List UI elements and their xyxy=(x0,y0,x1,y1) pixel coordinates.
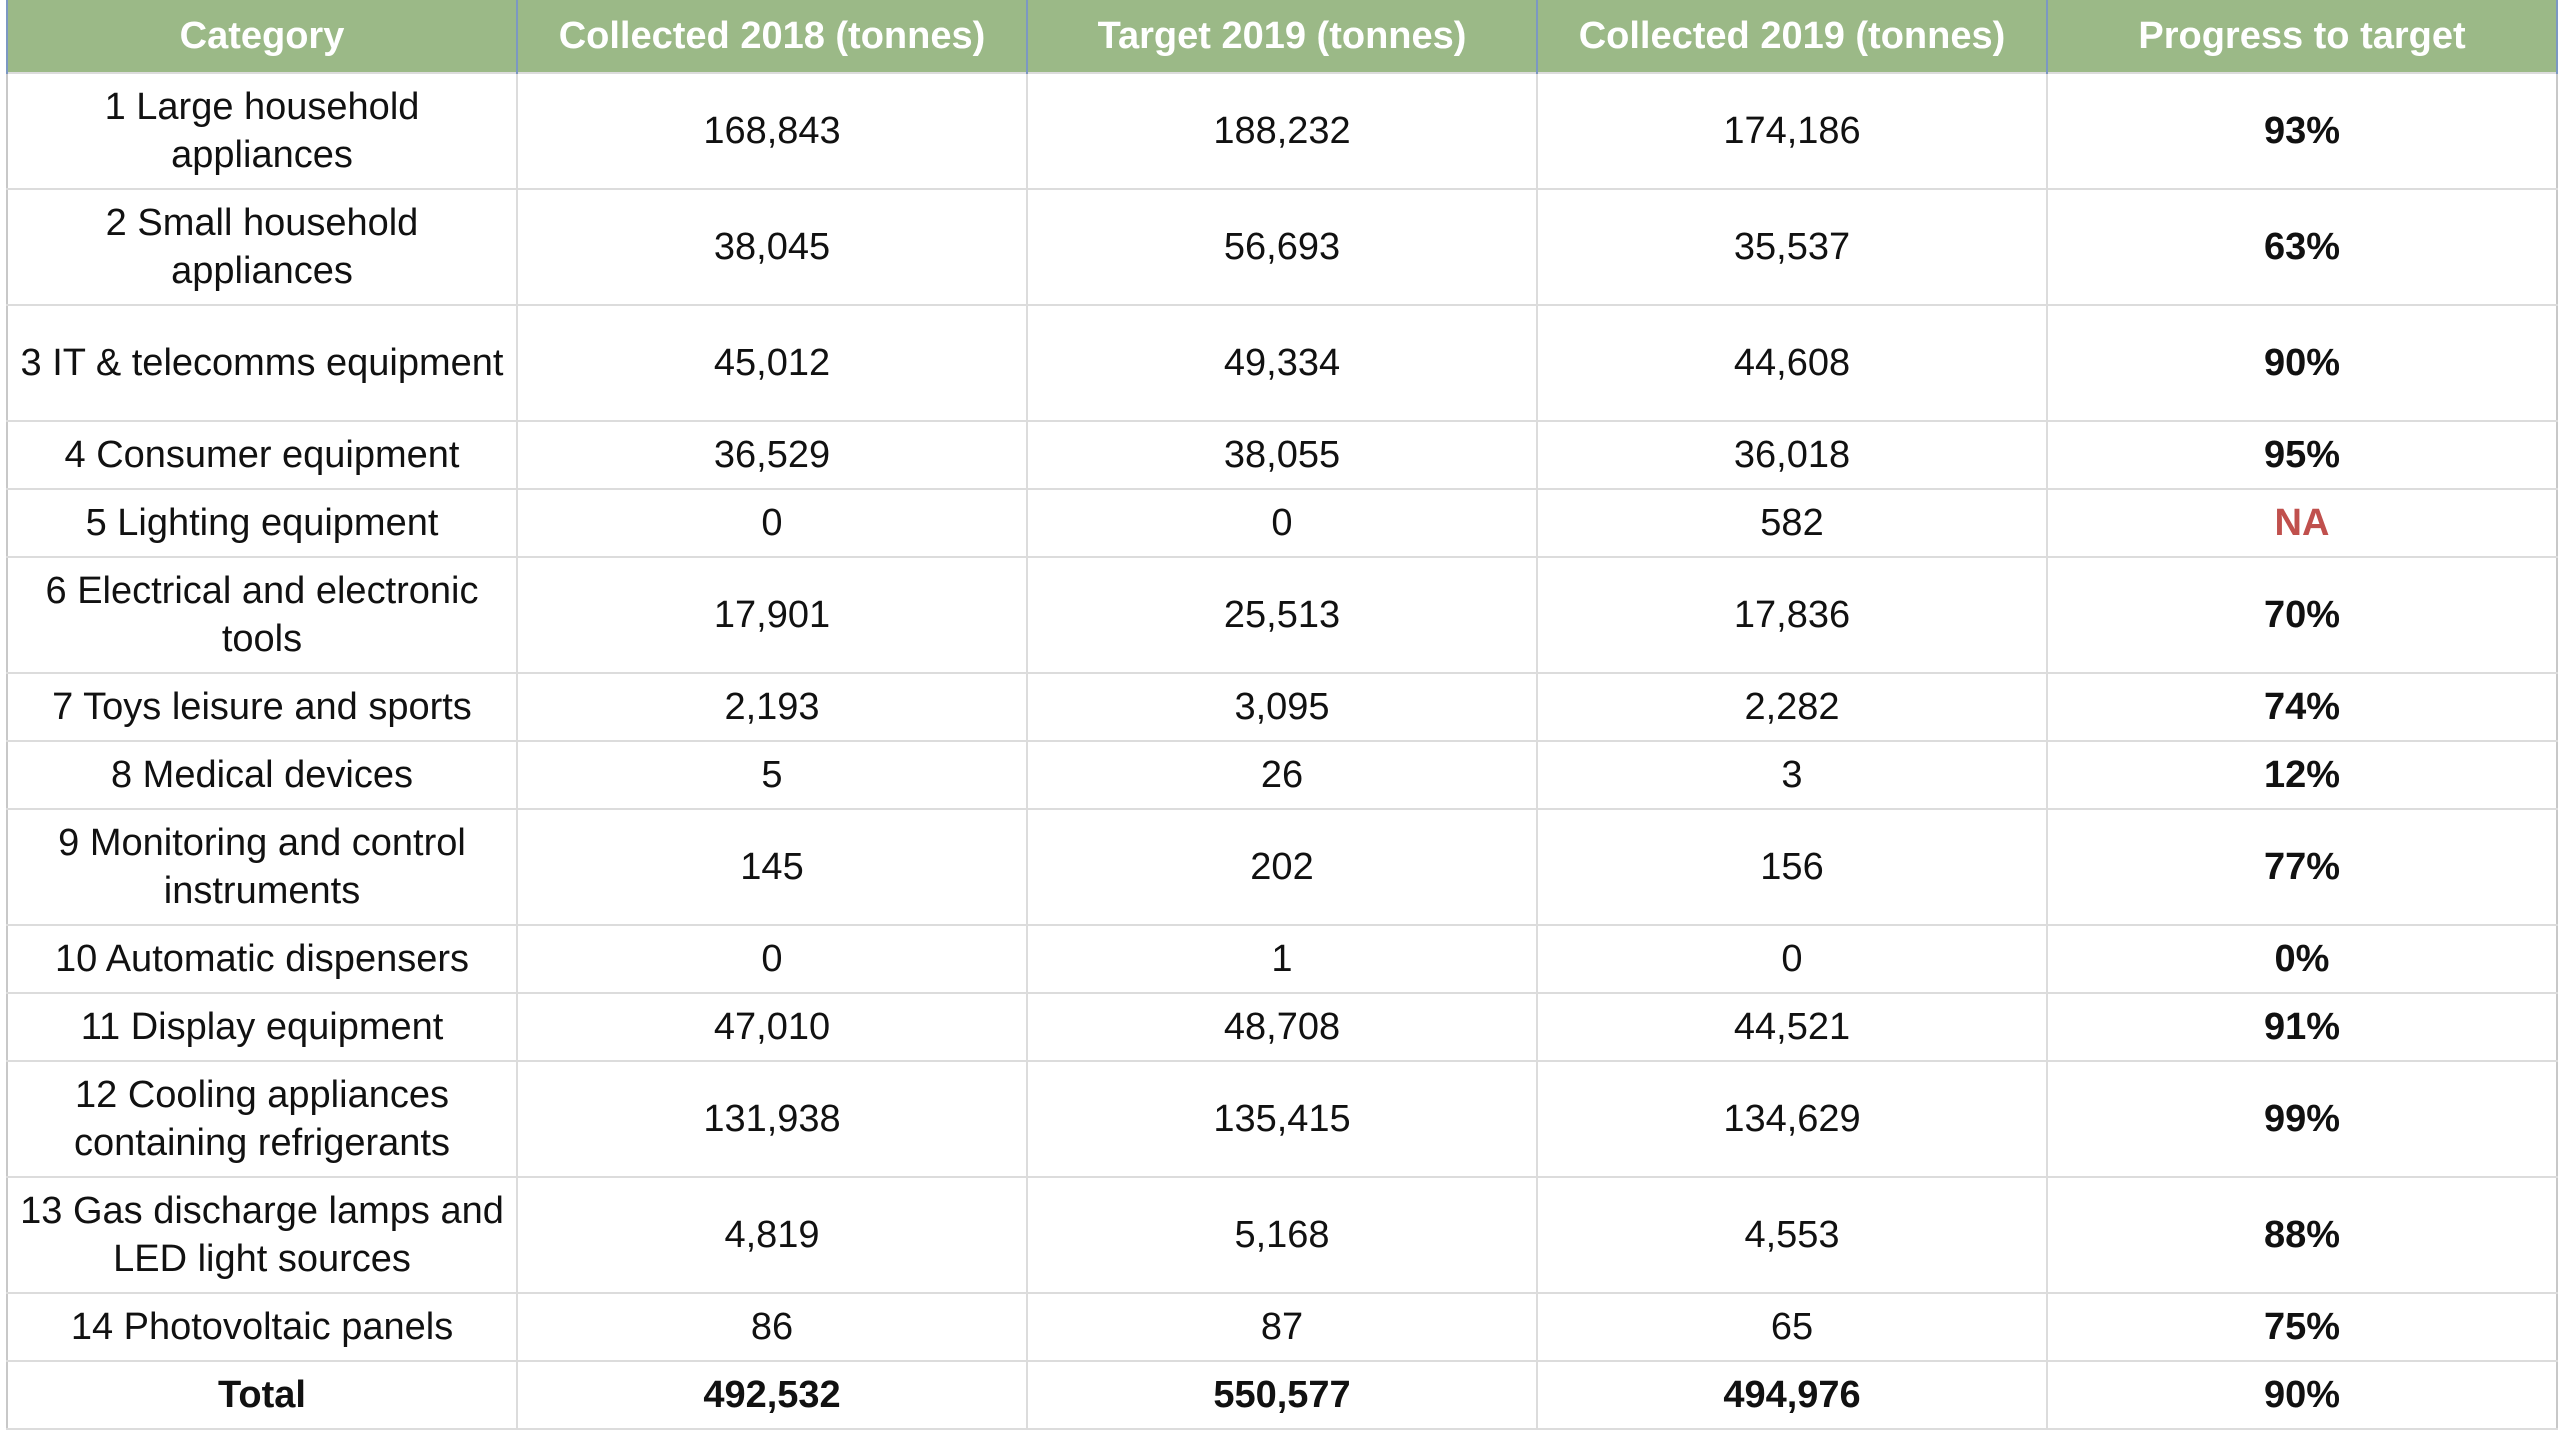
target-2019-cell: 48,708 xyxy=(1027,993,1537,1061)
target-2019-cell: 87 xyxy=(1027,1293,1537,1361)
category-cell: 6 Electrical and electronic tools xyxy=(7,557,517,673)
table-row xyxy=(7,1061,2557,1177)
header-collected-2018: Collected 2018 (tonnes) xyxy=(517,0,1027,73)
table-row xyxy=(7,1177,2557,1293)
category-cell: 9 Monitoring and control instruments xyxy=(7,809,517,925)
header-target-2019: Target 2019 (tonnes) xyxy=(1027,0,1537,73)
collected-2019-cell: 17,836 xyxy=(1537,557,2047,673)
progress-cell: 99% xyxy=(2047,1061,2557,1177)
collected-2018-cell: 145 xyxy=(517,809,1027,925)
collected-2018-cell: 38,045 xyxy=(517,189,1027,305)
progress-cell: 74% xyxy=(2047,673,2557,741)
category-cell: 13 Gas discharge lamps and LED light sources xyxy=(7,1177,517,1293)
progress-cell: 88% xyxy=(2047,1177,2557,1293)
header-collected-2019: Collected 2019 (tonnes) xyxy=(1537,0,2047,73)
target-2019-cell: 135,415 xyxy=(1027,1061,1537,1177)
target-2019-cell: 56,693 xyxy=(1027,189,1537,305)
table-row xyxy=(7,305,2557,421)
table-row xyxy=(7,993,2557,1061)
header-category: Category xyxy=(7,0,517,73)
category-cell: 10 Automatic dispensers xyxy=(7,925,517,993)
table-row xyxy=(7,489,2557,557)
collected-2018-cell: 86 xyxy=(517,1293,1027,1361)
category-cell: 4 Consumer equipment xyxy=(7,421,517,489)
collected-2019-cell: 156 xyxy=(1537,809,2047,925)
total-row xyxy=(7,1361,2557,1429)
category-cell: 2 Small household appliances xyxy=(7,189,517,305)
table-row xyxy=(7,809,2557,925)
collected-2019-cell: 582 xyxy=(1537,489,2047,557)
table-row xyxy=(7,73,2557,189)
table-row xyxy=(7,925,2557,993)
collected-2018-cell: 168,843 xyxy=(517,73,1027,189)
category-cell: 11 Display equipment xyxy=(7,993,517,1061)
header-progress: Progress to target xyxy=(2047,0,2557,73)
total-label-cell: Total xyxy=(7,1361,517,1429)
total-collected-2019-cell: 494,976 xyxy=(1537,1361,2047,1429)
target-2019-cell: 25,513 xyxy=(1027,557,1537,673)
target-2019-cell: 202 xyxy=(1027,809,1537,925)
progress-cell: 93% xyxy=(2047,73,2557,189)
progress-cell: 12% xyxy=(2047,741,2557,809)
collected-2019-cell: 134,629 xyxy=(1537,1061,2047,1177)
category-cell: 14 Photovoltaic panels xyxy=(7,1293,517,1361)
target-2019-cell: 3,095 xyxy=(1027,673,1537,741)
target-2019-cell: 5,168 xyxy=(1027,1177,1537,1293)
header-row xyxy=(7,0,2557,73)
progress-cell: 77% xyxy=(2047,809,2557,925)
progress-cell-na: NA xyxy=(2047,489,2557,557)
category-cell: 5 Lighting equipment xyxy=(7,489,517,557)
collected-2019-cell: 0 xyxy=(1537,925,2047,993)
target-2019-cell: 49,334 xyxy=(1027,305,1537,421)
collected-2019-cell: 44,608 xyxy=(1537,305,2047,421)
total-collected-2018-cell: 492,532 xyxy=(517,1361,1027,1429)
target-2019-cell: 38,055 xyxy=(1027,421,1537,489)
collected-2018-cell: 0 xyxy=(517,925,1027,993)
table-row xyxy=(7,741,2557,809)
collected-2018-cell: 131,938 xyxy=(517,1061,1027,1177)
target-2019-cell: 26 xyxy=(1027,741,1537,809)
collected-2018-cell: 45,012 xyxy=(517,305,1027,421)
target-2019-cell: 0 xyxy=(1027,489,1537,557)
collected-2019-cell: 44,521 xyxy=(1537,993,2047,1061)
target-2019-cell: 188,232 xyxy=(1027,73,1537,189)
collected-2018-cell: 17,901 xyxy=(517,557,1027,673)
category-cell: 7 Toys leisure and sports xyxy=(7,673,517,741)
collected-2018-cell: 36,529 xyxy=(517,421,1027,489)
collected-2018-cell: 0 xyxy=(517,489,1027,557)
progress-cell: 70% xyxy=(2047,557,2557,673)
collected-2018-cell: 5 xyxy=(517,741,1027,809)
collected-2019-cell: 174,186 xyxy=(1537,73,2047,189)
progress-cell: 91% xyxy=(2047,993,2557,1061)
total-target-2019-cell: 550,577 xyxy=(1027,1361,1537,1429)
category-cell: 3 IT & telecomms equipment xyxy=(7,305,517,421)
category-cell: 8 Medical devices xyxy=(7,741,517,809)
collected-2018-cell: 47,010 xyxy=(517,993,1027,1061)
collected-2019-cell: 2,282 xyxy=(1537,673,2047,741)
collected-2019-cell: 65 xyxy=(1537,1293,2047,1361)
collected-2019-cell: 35,537 xyxy=(1537,189,2047,305)
table-header xyxy=(7,0,2557,73)
table-row xyxy=(7,189,2557,305)
progress-cell: 0% xyxy=(2047,925,2557,993)
collected-2019-cell: 4,553 xyxy=(1537,1177,2047,1293)
category-cell: 12 Cooling appliances containing refrigerants xyxy=(7,1061,517,1177)
table-row xyxy=(7,673,2557,741)
progress-cell: 75% xyxy=(2047,1293,2557,1361)
collected-2019-cell: 3 xyxy=(1537,741,2047,809)
category-cell: 1 Large household appliances xyxy=(7,73,517,189)
data-table-container xyxy=(6,0,2556,1430)
table-row xyxy=(7,421,2557,489)
collected-2019-cell: 36,018 xyxy=(1537,421,2047,489)
collected-2018-cell: 4,819 xyxy=(517,1177,1027,1293)
weee-collection-table xyxy=(6,0,2558,1430)
table-body xyxy=(7,73,2557,1429)
total-progress-cell: 90% xyxy=(2047,1361,2557,1429)
target-2019-cell: 1 xyxy=(1027,925,1537,993)
table-row xyxy=(7,557,2557,673)
progress-cell: 63% xyxy=(2047,189,2557,305)
progress-cell: 95% xyxy=(2047,421,2557,489)
progress-cell: 90% xyxy=(2047,305,2557,421)
table-row xyxy=(7,1293,2557,1361)
collected-2018-cell: 2,193 xyxy=(517,673,1027,741)
